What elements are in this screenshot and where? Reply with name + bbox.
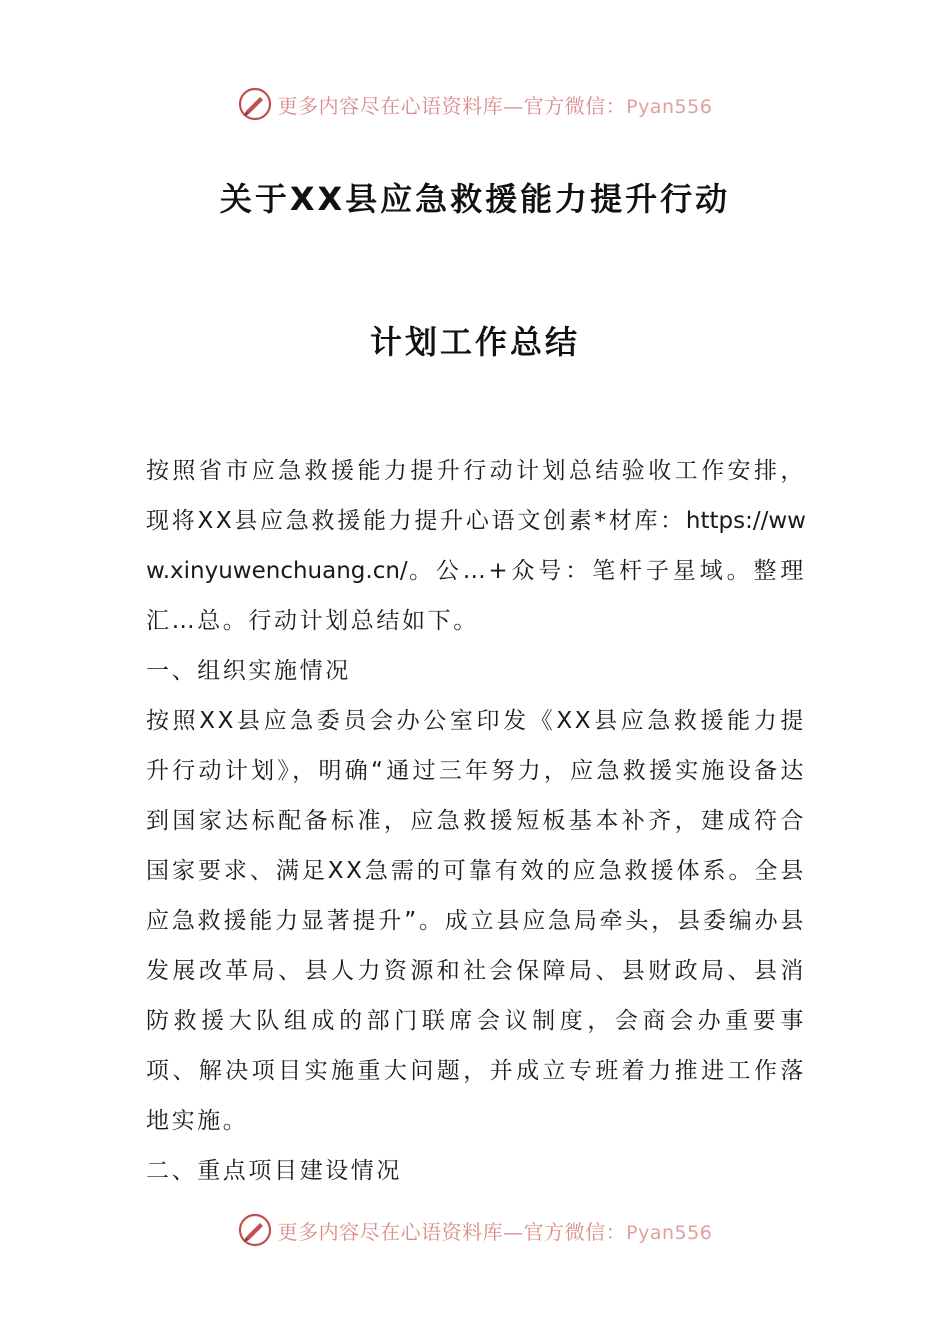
- section-body-1: 按照XX县应急委员会办公室印发《XX县应急救援能力提升行动计划》，明确“通过三年努力，应急救援实施设备达到国家达标配备标准，应急救援短板基本补齐，建成符合国家要求、满足XX急需的可靠有效的应急救援体系。全县应急救援能力显著提升”。成立县应急局牵头，县委编办县发展改革局、县人力资源和社会保障局、县财政局、县消防救援大队组成的部门联席会议制度，会商会办重要事项、解决项目实施重大问题，并成立专班着力推进工作落地实施。: [146, 708, 806, 1134]
- pen-logo-icon: [238, 87, 272, 121]
- pen-logo-icon: [238, 1213, 272, 1247]
- section-heading-2: 二、重点项目建设情况: [146, 1158, 402, 1184]
- document-title-line1: 关于XX县应急救援能力提升行动: [219, 180, 731, 218]
- section-heading-1: 一、组织实施情况: [146, 658, 351, 684]
- document-title-line2: 计划工作总结: [369, 323, 580, 361]
- watermark-banner-bottom: [0, 1210, 950, 1250]
- source-url: https://www.xinyuwenchuang.cn/: [146, 508, 806, 584]
- watermark-banner-top: [0, 84, 950, 124]
- intro-paragraph: 按照省市应急救援能力提升行动计划总结验收工作安排，现将XX县应急救援能力提升心语文创素*材库：https://www.xinyuwenchuang.cn/。公…+众号：笔杆子星域。整理汇…总。行动计划总结如下。: [146, 458, 806, 634]
- watermark-text: 更多内容尽在心语资料库—官方微信：Pyan556: [277, 1219, 713, 1244]
- watermark-text: 更多内容尽在心语资料库—官方微信：Pyan556: [277, 93, 713, 118]
- document-body: [146, 446, 806, 1196]
